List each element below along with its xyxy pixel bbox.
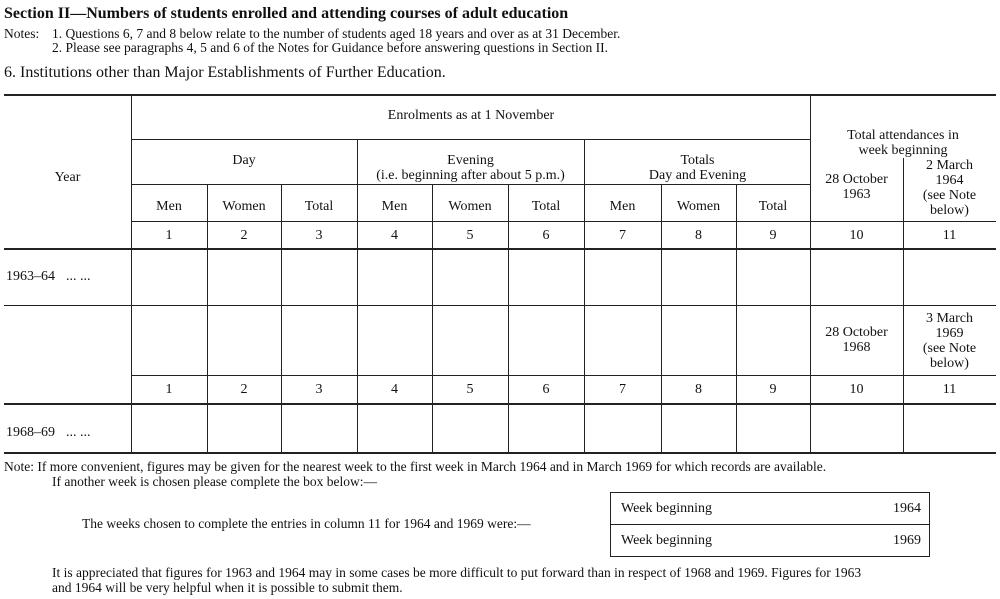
closing-line1: It is appreciated that figures for 1963 and 1964 may in some cases be more difficult to put forward than in respect of 1968 and 1969. Figures for 1963 — [52, 565, 862, 580]
enrolments-header: Enrolments as at 1 November — [387, 108, 555, 123]
col-number-7-b: 7 — [619, 382, 626, 397]
section-title: Section II—Numbers of students enrolled and attending courses of adult education — [4, 5, 569, 22]
col11-date-a-line4: below) — [930, 203, 969, 218]
subheader-evening-women: Women — [448, 199, 492, 214]
col-number-8-b: 8 — [695, 382, 702, 397]
totals-header-line2: Day and Evening — [648, 168, 747, 183]
subheader-evening-total: Total — [531, 199, 561, 214]
col-number-6-b: 6 — [542, 382, 550, 397]
col10-date-b-line2: 1968 — [842, 340, 871, 355]
col10-date-b-line1: 28 October — [825, 325, 888, 340]
col-number-1-b: 1 — [165, 382, 173, 397]
footer-note-line1: Note: If more convenient, figures may be given for the nearest week to the first week in March 1964 and in March 1969 for which records are available. — [4, 459, 827, 474]
col-number-8-a: 8 — [695, 228, 702, 243]
attendances-header — [810, 128, 996, 158]
week-label-1964: Week beginning — [621, 501, 713, 516]
col11-date-b-line3: (see Note — [922, 341, 977, 356]
subheader-day-total: Total — [304, 199, 334, 214]
week-year-1964: 1964 — [893, 501, 921, 516]
week-row-1964[interactable] — [611, 493, 929, 525]
col-number-6-a: 6 — [542, 228, 550, 243]
col-number-11-b: 11 — [942, 382, 957, 397]
attendances-header-line2: week beginning — [858, 143, 948, 158]
col-number-10-b: 10 — [849, 382, 864, 397]
week-year-1969: 1969 — [893, 533, 921, 548]
week-beginning-box — [610, 492, 930, 557]
week-row-1969[interactable] — [611, 525, 929, 556]
col-number-2-b: 2 — [240, 382, 248, 397]
col-number-3-b: 3 — [315, 382, 323, 397]
col-number-3-a: 3 — [315, 228, 323, 243]
col-number-10-a: 10 — [849, 228, 864, 243]
evening-header-line1: Evening — [447, 153, 494, 168]
col11-date-a-line3: (see Note — [922, 188, 977, 203]
weeks-chosen-text: The weeks chosen to complete the entries in column 11 for 1964 and 1969 were:— — [82, 516, 531, 531]
col-number-2-a: 2 — [240, 228, 248, 243]
col10-date-b — [810, 325, 903, 355]
totals-header — [584, 153, 811, 183]
col11-date-b-line1: 3 March — [925, 311, 974, 326]
col-number-9-a: 9 — [769, 228, 777, 243]
evening-header — [357, 153, 584, 183]
row-dots-1968-69: ... ... — [66, 425, 91, 440]
col-number-11-a: 11 — [942, 228, 957, 243]
subheader-evening-men: Men — [381, 199, 408, 214]
col11-date-a-line2: 1964 — [935, 173, 964, 188]
year-header: Year — [54, 170, 81, 185]
totals-header-line1: Totals — [680, 153, 715, 168]
week-label-1969: Week beginning — [621, 533, 713, 548]
entry-cells-1968-69[interactable] — [132, 405, 996, 451]
subheader-totals-men: Men — [609, 199, 636, 214]
row-label-1963-64: 1963–64 — [6, 269, 55, 284]
col11-date-b-line2: 1969 — [935, 326, 964, 341]
col-number-1-a: 1 — [165, 228, 173, 243]
row-dots-1963-64: ... ... — [66, 269, 91, 284]
closing-line2: and 1964 will be very helpful when it is possible to submit them. — [52, 580, 403, 595]
question-6-title: 6. Institutions other than Major Establishments of Further Education. — [4, 64, 446, 81]
evening-header-line2: (i.e. beginning after about 5 p.m.) — [376, 168, 565, 183]
col-number-5-a: 5 — [466, 228, 474, 243]
col10-date-a-line2: 1963 — [842, 187, 871, 202]
col11-date-b — [903, 311, 996, 371]
col11-date-a-line1: 2 March — [925, 158, 974, 173]
col10-date-a-line1: 28 October — [825, 172, 888, 187]
col-number-5-b: 5 — [466, 382, 474, 397]
note-1: 1. Questions 6, 7 and 8 below relate to the number of students aged 18 years and over as at 31 December. — [52, 26, 621, 41]
note-2: 2. Please see paragraphs 4, 5 and 6 of the Notes for Guidance before answering questions in Section II. — [52, 40, 608, 55]
col-number-7-a: 7 — [619, 228, 626, 243]
attendances-header-line1: Total attendances in — [847, 128, 959, 143]
col-number-4-b: 4 — [391, 382, 398, 397]
subheader-day-women: Women — [222, 199, 266, 214]
col11-date-b-line4: below) — [930, 356, 969, 371]
subheader-totals-women: Women — [676, 199, 721, 214]
footer-note-line2: If another week is chosen please complete the box below:— — [52, 474, 378, 489]
entry-cells-1963-64[interactable] — [132, 250, 996, 304]
col-number-4-a: 4 — [391, 228, 398, 243]
subheader-day-men: Men — [156, 199, 182, 214]
day-header: Day — [232, 153, 256, 168]
row-label-1968-69: 1968–69 — [6, 425, 55, 440]
col11-date-a — [903, 158, 996, 218]
col10-date-a — [810, 172, 903, 202]
col-number-9-b: 9 — [769, 382, 777, 397]
notes-prefix: Notes: — [4, 26, 40, 41]
subheader-totals-total: Total — [758, 199, 788, 214]
